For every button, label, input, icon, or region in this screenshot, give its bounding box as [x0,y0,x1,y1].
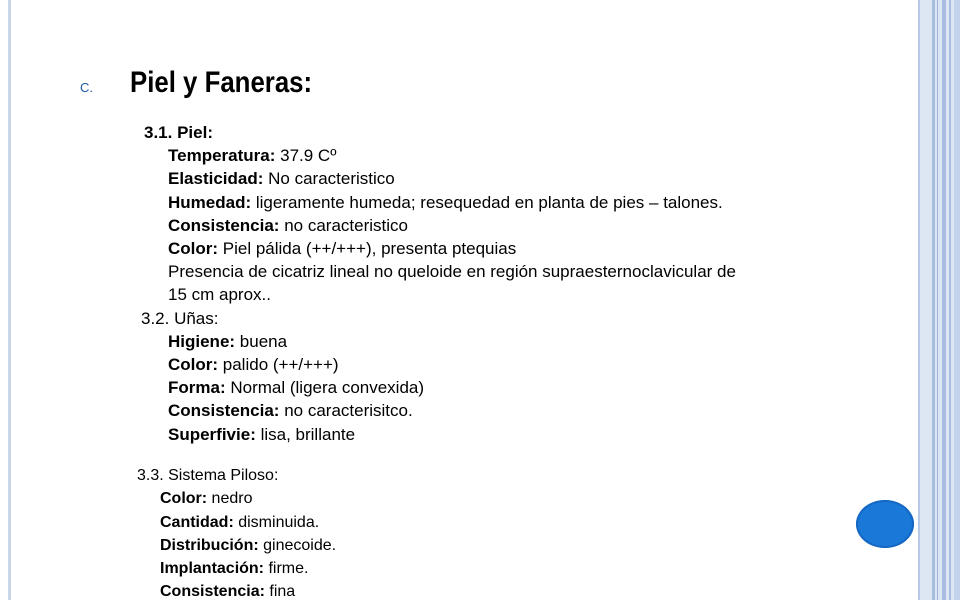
field-consistencia: Consistencia: no caracteristico [168,215,408,235]
section-piloso [137,464,336,604]
field-implantacion: Implantación: firme. [160,560,309,578]
field-color: Color: Piel pálida (++/+++), presenta ptequias [168,239,517,259]
band-stripe [937,0,938,600]
field-humedad: Humedad: ligeramente humeda; resequedad en planta de pies – talones. [168,192,723,212]
field-higiene: Higiene: buena [168,331,288,351]
field-consistencia: Consistencia: no caracterisitco. [168,401,413,421]
field-cantidad: Cantidad: disminuida. [160,513,320,531]
section-heading-piel: 3.1. Piel: [144,123,213,142]
field-temperatura: Temperatura: 37.9 Cº [168,146,337,166]
field-consistencia: Consistencia: fina [160,583,296,601]
note-line: Presencia de cicatriz lineal no queloide en región supraesternoclavicular de [168,262,736,282]
right-decorative-band [918,0,960,600]
band-stripe [942,0,946,600]
field-color: Color: nedro [160,490,253,508]
field-forma: Forma: Normal (ligera convexida) [168,378,425,398]
field-color: Color: palido (++/+++) [168,355,339,375]
slide-nav-circle-button[interactable] [856,500,914,548]
list-marker: C. [80,80,93,95]
section-piel-unas [141,121,736,446]
left-border-line [8,0,11,600]
band-stripe [949,0,951,600]
band-stripe [918,0,920,600]
field-distribucion: Distribución: ginecoide. [160,536,337,554]
field-elasticidad: Elasticidad: No caracteristico [168,169,395,189]
section-heading-piloso: 3.3. Sistema Piloso: [137,467,279,484]
section-heading-unas: 3.2. Uñas: [141,308,219,328]
band-stripe [954,0,960,600]
note-line: 15 cm aprox.. [168,285,271,305]
band-stripe [932,0,935,600]
slide-title: Piel y Faneras: [130,66,313,99]
field-superficie: Superfivie: lisa, brillante [168,424,356,444]
